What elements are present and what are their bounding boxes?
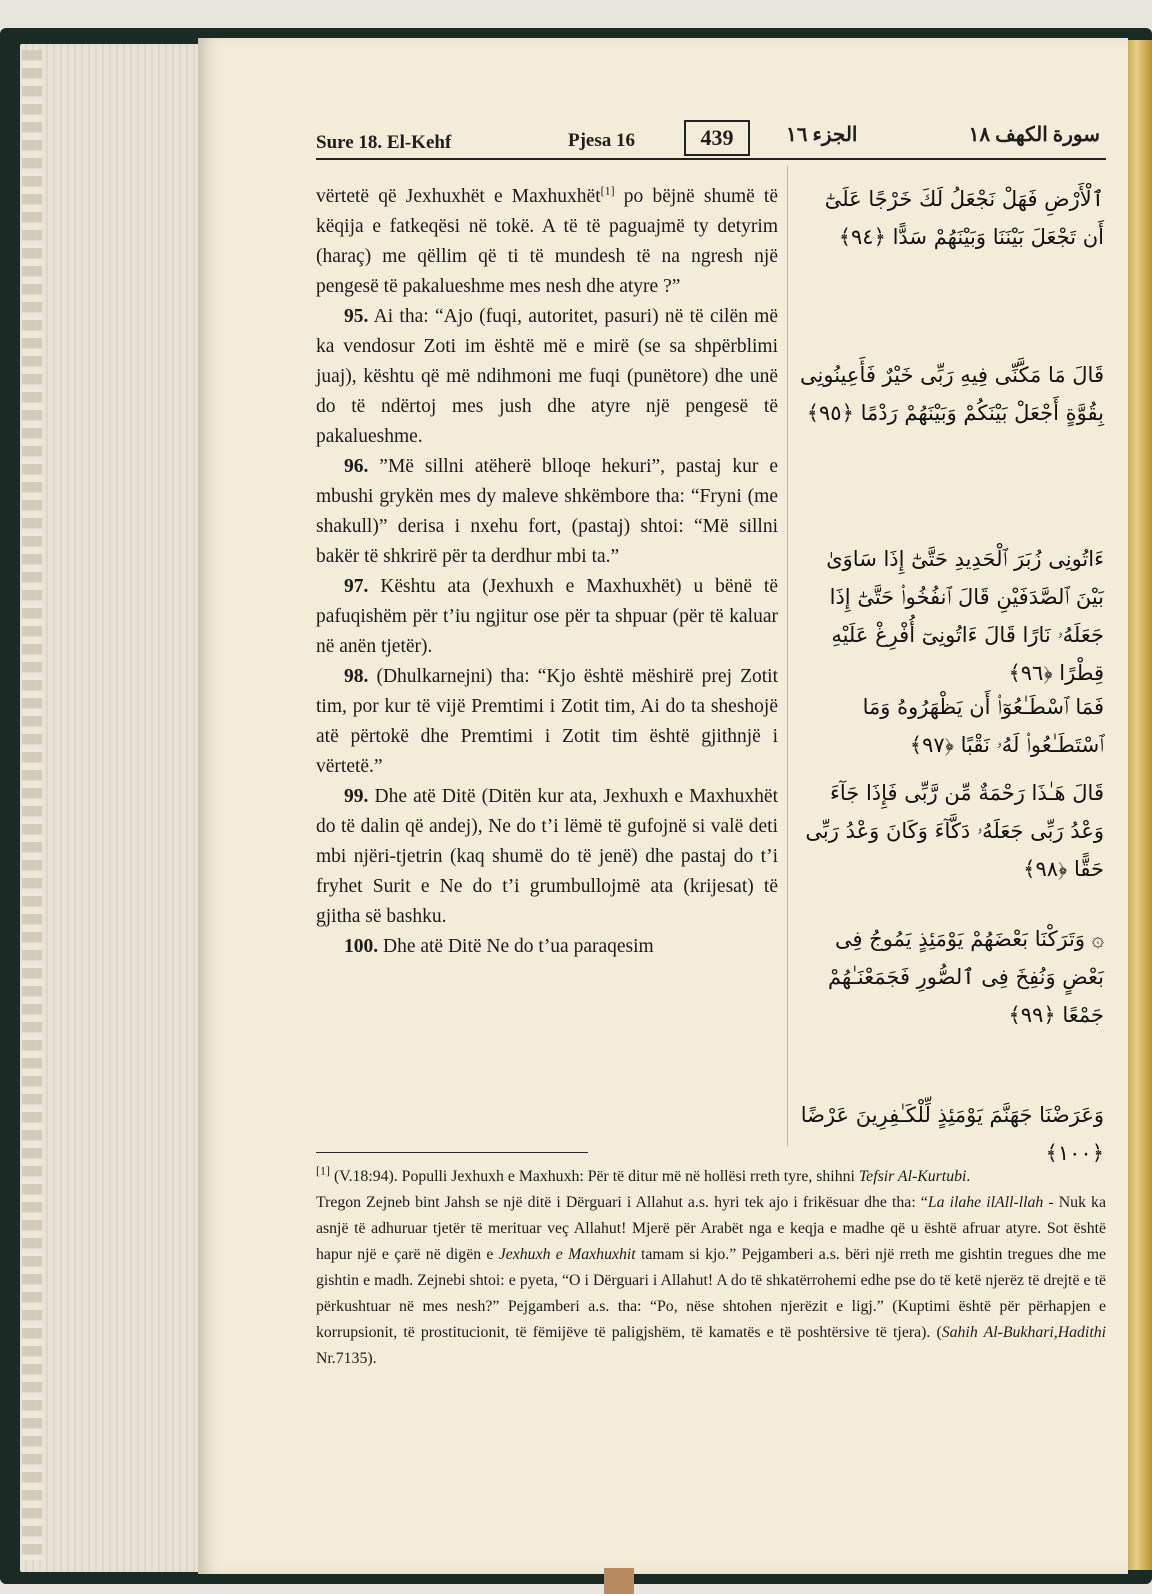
column-divider [787,166,788,1146]
footnote-1: [1] (V.18:94). Populli Jexhuxh e Maxhuxh: Për të ditur më në hollësi rreth tyre, shihni Tefsir Al-Kurtubi. [316,1163,971,1185]
verse-number: 97. [344,576,369,597]
arabic-verse-100: وَعَرَضْنَا جَهَنَّمَ يَوْمَئِذٍ لِّلْكَـٰفِرِينَ عَرْضًا ﴿١٠٠﴾ [800,1103,1104,1165]
paragraph-intro: vërtetë që Jexhuxhët e Maxhuxhët[1] po bëjnë shumë të këqija e fatkeqësi në tokë. A të të paguajmë ty detyrim (haraç) me qëllim që ti të mundesh të na ngresh një pengesë të pakalueshme mes nesh dhe atyre ?” [316,183,778,297]
footnote-source: Tefsir Al-Kurtubi [858,1168,967,1185]
verse-96: 96. ”Më sillni atëherë blloqe hekuri”, pastaj kur e mbushi grykën mes dy maleve shkëmbore tha: “Fryni (me shakull)” derisa i nxehu fort, (pastaj) shtoi: “Më sillni bakër të shkrirë për ta derdhur mbi ta.” [316,456,778,567]
verse-95: 95. Ai tha: “Ajo (fuqi, autoritet, pasuri) në të cilën më ka vendosur Zoti im është më e mirë (se sa shpërblimi juaj), kështu që më ndihmoni me fuqi (punëtore) dhe unë do të ndërtoj mes jush dhe atyre një pengesë të pakalueshme. [316,306,778,447]
header-rule [316,158,1106,160]
footnote-hadith: Tregon Zejneb bint Jahsh se një ditë i Dërguari i Allahut a.s. hyri tek ajo i frikësuar dhe tha: “La ilahe ilAll-llah - Nuk ka asnjë të adhuruar tjetër të merituar veç Allahut! Mjerë për Arabët nga e keqja e madhe që u është afruar atyre. Sot është hapur një e çarë në digën e Jexhuxh e Maxhuxhit tamam si kjo.” Pejgamberi a.s. bëri një rreth me gishtin tregues dhe me gishtin e madh. Zejnebi shtoi: e pyeta, “O i Dërguari i Allahut! A do të shkatërrohemi edhe pse do të ketë njerëz të drejtë e të përkushtuar në mes nesh?” Pejgamberi a.s. tha: “Po, nëse shtohen njerëzit e ligj.” (Kuptimi është për përhapjen e korrupsionit, të prostitucionit, të fëmijëve të paligjshëm, të kamatës e të poshtërsive të tjera). (Sahih Al-Bukhari,Hadithi Nr.7135). [316,1194,1107,1367]
header-part: Pjesa 16 [568,130,636,151]
header-juz-arabic: الجزء ١٦ [786,124,858,146]
footnote-rule [316,1152,588,1153]
cover-border-pattern [22,50,42,1560]
verse-number: 98. [344,666,369,687]
arabic-verse-97: فَمَا ٱسْطَـٰعُوٓا۟ أَن يَظْهَرُوهُ وَمَا ٱسْتَطَـٰعُوا۟ لَهُۥ نَقْبًا ﴿٩٧﴾ [862,695,1104,757]
arabic-verse-99: ۞ وَتَرَكْنَا بَعْضَهُمْ يَوْمَئِذٍ يَمُوجُ فِى بَعْضٍ وَنُفِخَ فِى ٱلصُّورِ فَجَمَعْنَـٰهُمْ جَمْعًا ﴿٩٩﴾ [827,927,1104,1027]
verse-97: 97. Kështu ata (Jexhuxh e Maxhuxhët) u bënë të pafuqishëm për t’iu ngjitur ose për ta shpuar (për të kaluar në anën tjetër). [316,576,778,657]
header-surah-arabic: سورة الكهف ١٨ [968,124,1100,146]
bookmark-ribbon [604,1568,634,1594]
verse-number: 99. [344,786,369,807]
verse-number: 95. [344,306,369,327]
translation-column [316,182,778,962]
page-number: 439 [684,120,750,156]
verse-99: 99. Dhe atë Ditë (Ditën kur ata, Jexhuxh e Maxhuxhët do të dalin që andej), Ne do t’i lëmë të gufojnë si valë deti mbi njëri-tjetrin (kaq shumë do të jenë) dhe pastaj do t’i fryhet Surit e Ne do t’i grumbullojmë ata (krijesat) të gjitha së bashku. [316,786,778,927]
verse-number: 100. [344,936,379,957]
footnote-mark: [1] [316,1163,330,1178]
arabic-verse-95: قَالَ مَا مَكَّنِّى فِيهِ رَبِّى خَيْرٌ فَأَعِينُونِى بِقُوَّةٍ أَجْعَلْ بَيْنَكُمْ وَبَيْنَهُمْ رَدْمًا ﴿٩٥﴾ [800,363,1104,425]
footnotes [316,1164,1106,1372]
page-edges [20,44,200,1572]
verse-100: 100. Dhe atë Ditë Ne do t’ua paraqesim [344,936,654,957]
arabic-verse-98: قَالَ هَـٰذَا رَحْمَةٌ مِّن رَّبِّى فَإِذَا جَآءَ وَعْدُ رَبِّى جَعَلَهُۥ دَكَّآءَ وَكَانَ وَعْدُ رَبِّى حَقًّا ﴿٩٨﴾ [805,781,1104,881]
arabic-verse-96: ءَاتُونِى زُبَرَ ٱلْحَدِيدِ حَتَّىٰٓ إِذَا سَاوَىٰ بَيْنَ ٱلصَّدَفَيْنِ قَالَ ٱنفُخُوا۟ حَتَّىٰٓ إِذَا جَعَلَهُۥ نَارًا قَالَ ءَاتُونِىٓ أُفْرِغْ عَلَيْهِ قِطْرًا ﴿٩٦﴾ [826,547,1104,685]
verse-98: 98. (Dhulkarnejni) tha: “Kjo është mëshirë prej Zotit tim, por kur të vijë Premtimi i Zotit tim, Ai do ta sheshojë atë përtokë dhe Premtimi i Zotit tim është gjithnjë i vërtetë.” [316,666,778,777]
footnote-ref[interactable]: [1] [600,183,615,198]
gilded-edge [1126,40,1152,1570]
arabic-verse-94: ٱلْأَرْضِ فَهَلْ نَجْعَلُ لَكَ خَرْجًا عَلَىٰٓ أَن تَجْعَلَ بَيْنَنَا وَبَيْنَهُمْ سَدًّا ﴿٩٤﴾ [824,187,1104,249]
running-header [316,120,1106,160]
header-surah-name: Sure 18. El-Kehf [316,132,452,153]
verse-number: 96. [344,456,369,477]
